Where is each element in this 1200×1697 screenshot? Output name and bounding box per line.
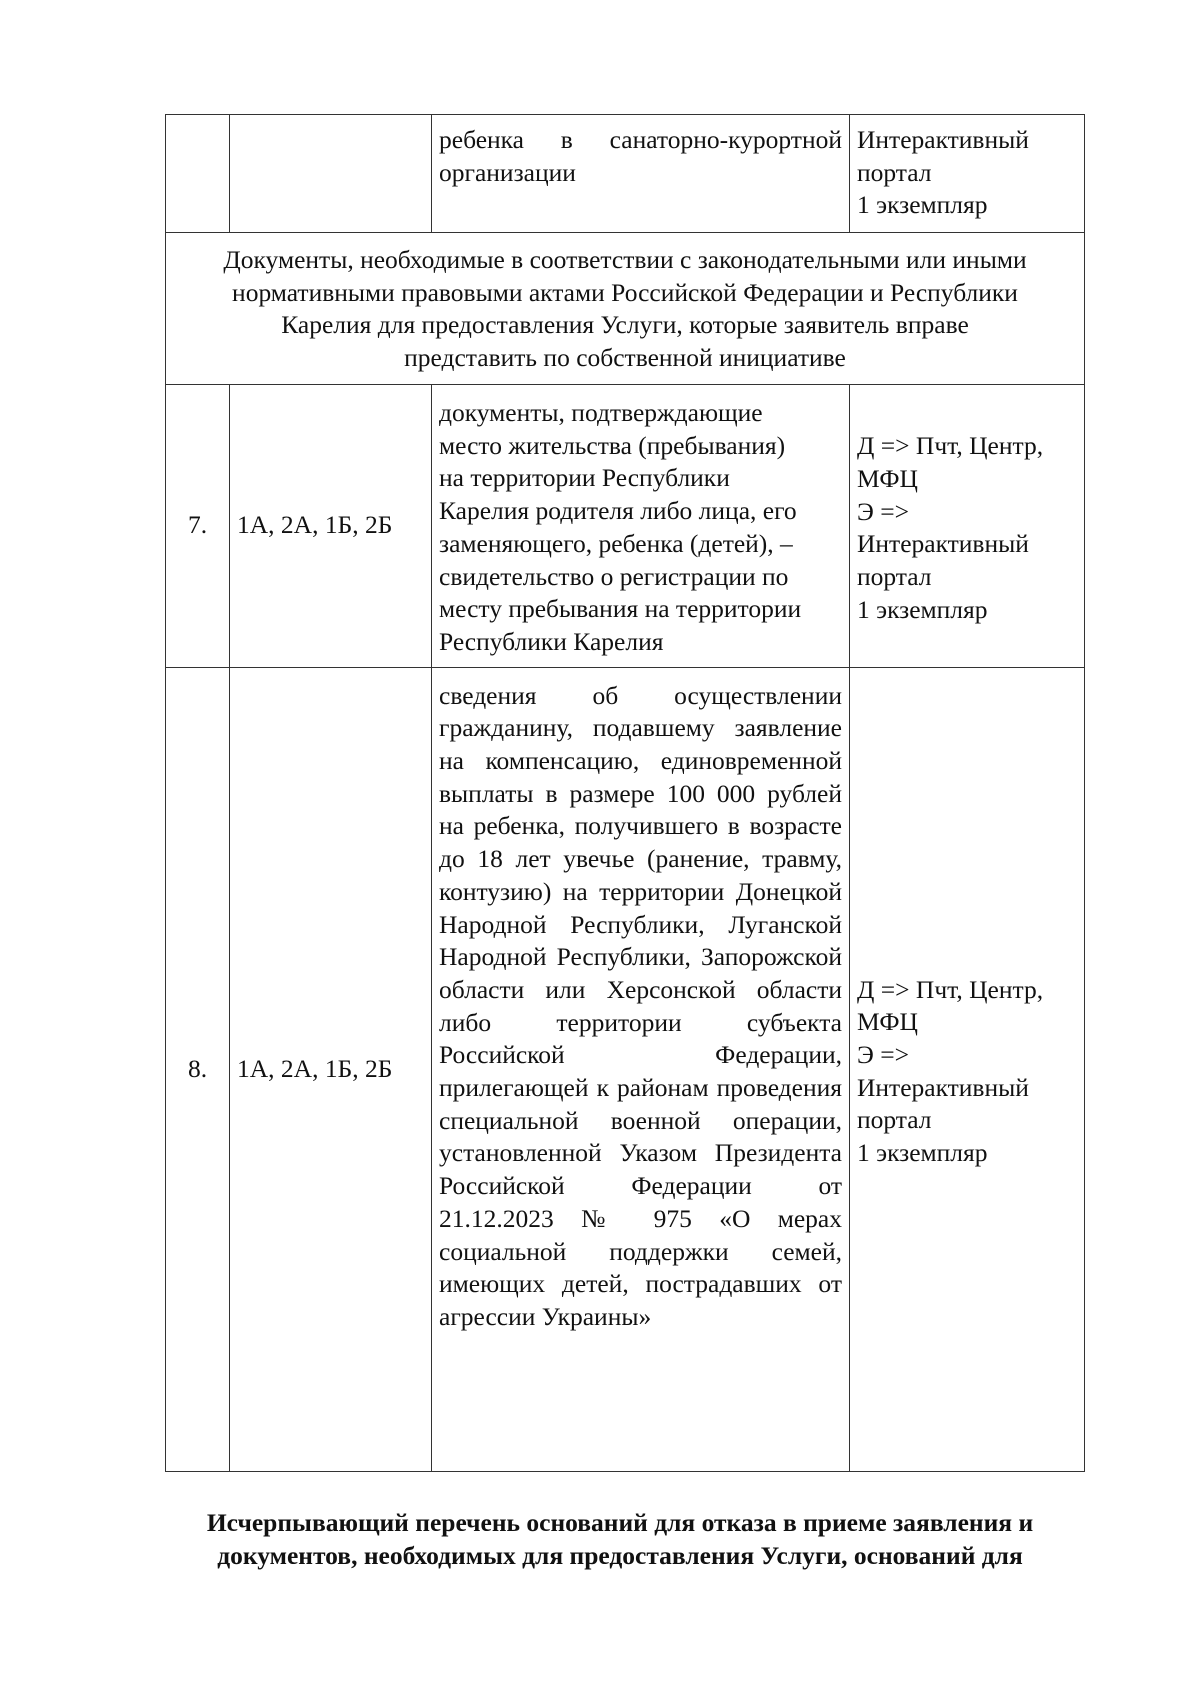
table-row xyxy=(166,115,1085,233)
row-number xyxy=(166,115,230,233)
table-row xyxy=(166,385,1085,668)
section-heading: Исчерпывающий перечень оснований для отказа в приеме заявления и документов, необходимых для предоставления Услуги, оснований для xyxy=(206,1508,1034,1570)
section-header-row xyxy=(166,233,1085,385)
documents-table xyxy=(165,114,1085,1472)
document-description: документы, подтверждающие место жительства (пребывания) на территории Республики Карелия родителя либо лица, его заменяющего, ребенка (детей), – свидетельство о регистрации по месту пребывания на территории Республики Карелия xyxy=(432,385,850,668)
document-text: ребенка в санаторно-курортной организации xyxy=(439,125,842,187)
submission-method: Д => Пчт, Центр, МФЦ Э => Интерактивный портал 1 экземпляр xyxy=(850,385,1085,668)
table-row xyxy=(166,667,1085,1471)
row-number: 7. xyxy=(166,385,230,668)
section-header: Документы, необходимые в соответствии с законодательными или иными нормативными правовыми актами Российской Федерации и Республики Карелия для предоставления Услуги, которые заявитель вправе представить по собственной инициативе xyxy=(166,233,1085,385)
document-description xyxy=(432,115,850,233)
submission-method: Д => Пчт, Центр, МФЦ Э => Интерактивный портал 1 экземпляр xyxy=(850,667,1085,1471)
submission-method: Интерактивный портал 1 экземпляр xyxy=(850,115,1085,233)
document-description xyxy=(432,667,850,1471)
row-categories: 1А, 2А, 1Б, 2Б xyxy=(230,385,432,668)
document-text: сведения об осуществлении гражданину, подавшему заявление на компенсацию, единовременной выплаты в размере 100 000 рублей на ребенка, получившего в возрасте до 18 лет увечье (ранение, травму, контузию) на территории Донецкой Народной Республики, Луганской Народной Республики, Запорожской области или Херсонской области либо территории субъекта Российской Федерации, прилегающей к районам проведения специальной военной операции, установленной Указом Президента Российской Федерации от 21.12.2023 № 975 «О мерах социальной поддержки семей, имеющих детей, пострадавших от агрессии Украины» xyxy=(439,680,842,1331)
row-categories xyxy=(230,115,432,233)
row-categories: 1А, 2А, 1Б, 2Б xyxy=(230,667,432,1471)
row-number: 8. xyxy=(166,667,230,1471)
